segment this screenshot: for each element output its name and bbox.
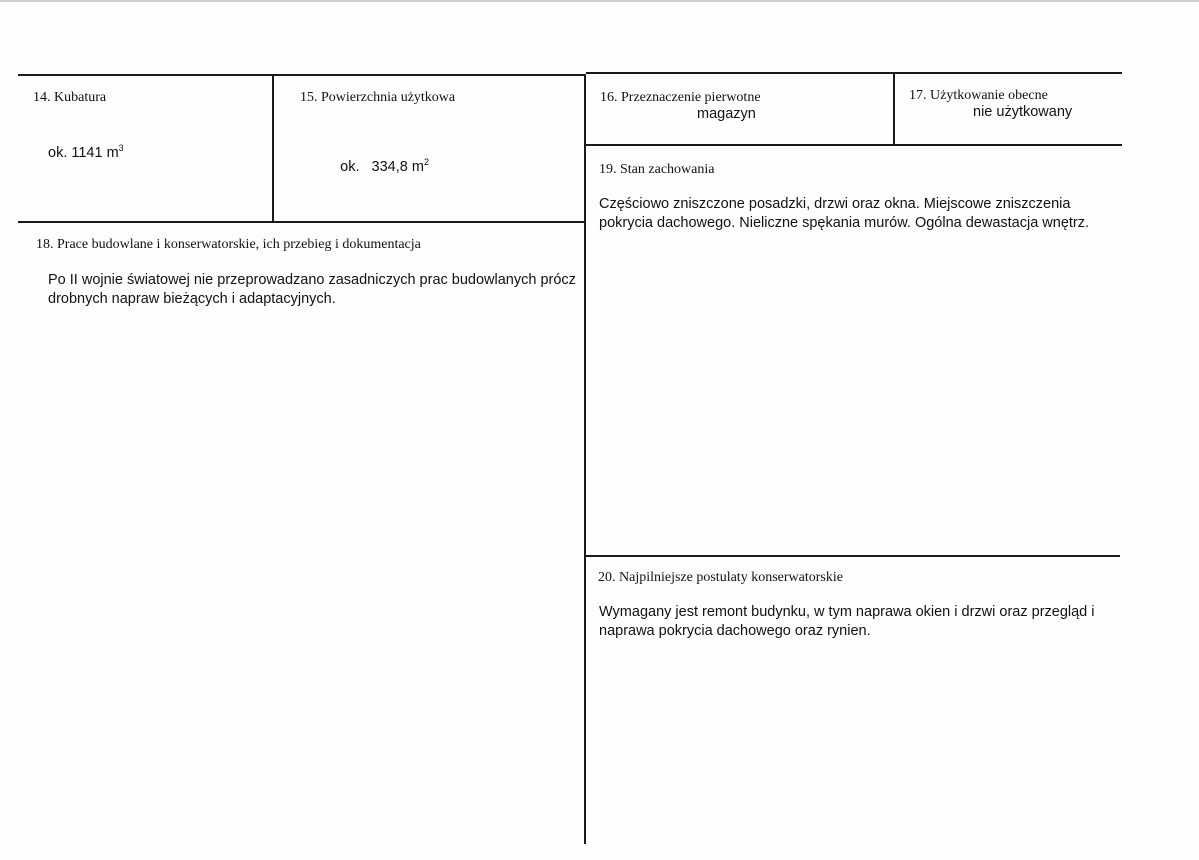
text-line: naprawa pokrycia dachowego oraz rynien. [599, 623, 871, 639]
field-18-label: 18. Prace budowlane i konserwatorskie, ich przebieg i dokumentacja [36, 237, 421, 252]
field-17-label: 17. Użytkowanie obecne [909, 88, 1048, 103]
text-line: Po II wojnie światowej nie przeprowadzano zasadniczych prac budowlanych prócz [48, 272, 576, 288]
unit-exponent: 3 [118, 143, 124, 153]
text-line: Wymagany jest remont budynku, w tym naprawa okien i drzwi oraz przegląd i [599, 604, 1095, 620]
field-16-value: magazyn [697, 106, 756, 122]
field-16-label: 16. Przeznaczenie pierwotne [600, 90, 761, 105]
text-line: Częściowo zniszczone posadzki, drzwi oraz okna. Miejscowe zniszczenia [599, 196, 1071, 212]
top-border-left [18, 74, 586, 76]
text-line: pokrycia dachowego. Nieliczne spękania murów. Ogólna dewastacja wnętrz. [599, 215, 1090, 231]
row-divider-16-17 [586, 144, 1122, 146]
field-14-label: 14. Kubatura [33, 90, 107, 105]
field-19-text [599, 195, 1089, 233]
field-19-label: 19. Stan zachowania [599, 162, 715, 177]
unit-exponent: 2 [423, 157, 429, 167]
field-18-text [48, 271, 576, 309]
text-line: drobnych napraw bieżących i adaptacyjnych. [48, 291, 336, 307]
field-15-label: 15. Powierzchnia użytkowa [300, 90, 456, 105]
row-divider-14-15 [18, 221, 586, 223]
field-20-text [599, 603, 1095, 641]
center-divider [584, 74, 586, 844]
field-20-label: 20. Najpilniejsze postulaty konserwatorskie [598, 570, 843, 585]
divider-14-15 [272, 74, 274, 222]
scan-top-edge [0, 0, 1199, 2]
top-border-right [586, 72, 1122, 74]
field-15-value [324, 143, 429, 191]
row-divider-19-20 [586, 555, 1120, 557]
kubatura-value: ok. 1141 m [48, 145, 119, 161]
powierzchnia-value: ok. 334,8 m [340, 159, 424, 175]
divider-16-17 [893, 72, 895, 146]
field-17-value: nie użytkowany [973, 104, 1073, 120]
field-14-value [48, 145, 124, 161]
